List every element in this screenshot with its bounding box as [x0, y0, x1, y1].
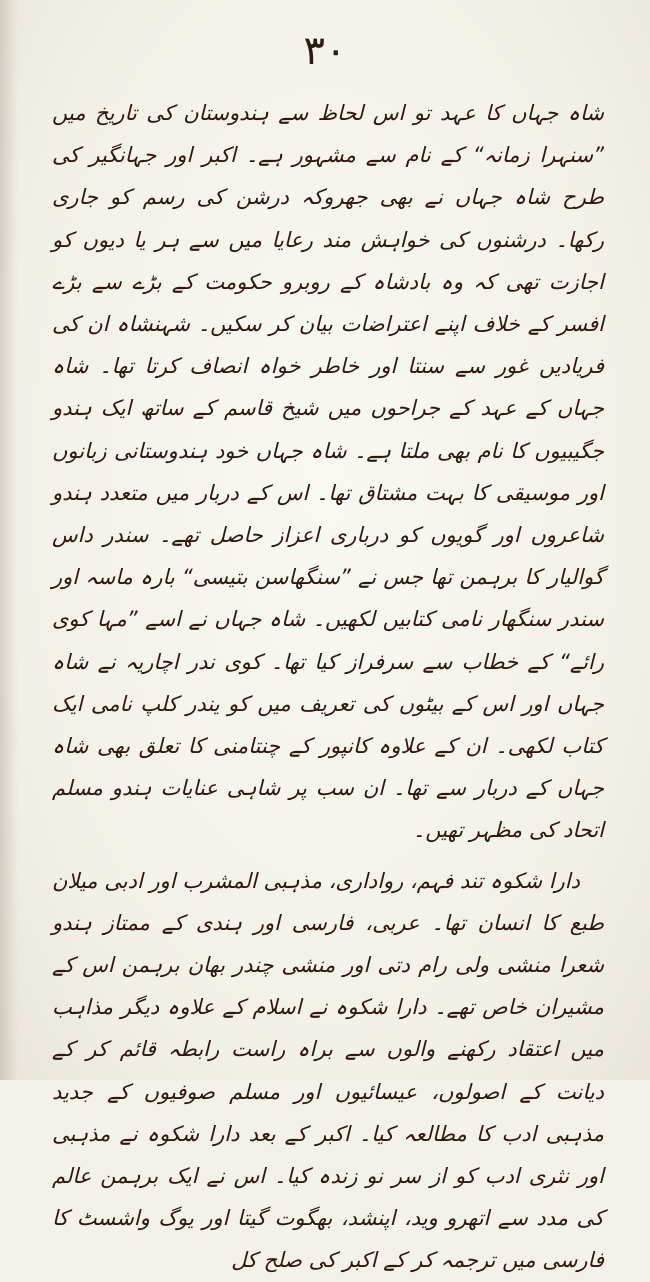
paragraph-dara-shikoh: دارا شکوہ تند فہم، رواداری، مذہبی المشرب اور ادبی میلان طبع کا انسان تھا۔ عربی، فارسی اور ہندی کے ممتاز ہندو شعرا منشی ولی رام دتی اور منشی چندر بھان برہمن اس کے مشیران خاص تھے۔ دارا شکوہ نے اسلام کے علاوہ دیگر مذاہب میں اعتقاد رکھنے والوں سے براہ راست رابطہ قائم کر کے دیانت کے اصولوں، عیسائیوں اور مسلم صوفیوں کے جدید مذہبی ادب کا مطالعہ کیا۔ اکبر کے بعد دارا شکوہ نے مذہبی اور نثری ادب کو از سر نو زندہ کیا۔ اس نے ایک برہمن عالم کی مدد سے اتھرو وید، اپنشد، بھگوت گیتا اور یوگ واشسٹ کا فارسی میں ترجمہ کر کے اکبر کی صلح کل	[52, 868, 604, 1273]
paragraph-shah-jahan: شاہ جہاں کا عہد تو اس لحاظ سے ہندوستان کی تاریخ میں ”سنہرا زمانہ“ کے نام سے مشہور ہے۔ اکبر اور جہانگیر کی طرح شاہ جہاں نے بھی جھروکہ درشن کی رسم کو جاری رکھا۔ درشنوں کی خواہش مند رعایا میں سے ہر یا دیوں کو اجازت تھی کہ وہ بادشاہ کے روبرو حکومت کے بڑے سے بڑے افسر کے خلاف اپنے اعتراضات بیان کر سکیں۔ شہنشاہ ان کی فریادیں غور سے سنتا اور خاطر خواہ انصاف کرتا تھا۔ شاہ جہاں کے عہد کے جراحوں میں شیخ قاسم کے ساتھ ایک ہندو جگیبیوں کا نام بھی ملتا ہے۔ شاہ جہاں خود ہندوستانی زبانوں اور موسیقی کا بہت مشتاق تھا۔ اس کے دربار میں متعدد ہندو شاعروں اور گویوں کو درباری اعزاز حاصل تھے۔ سندر داس گوالیار کا برہمن تھا جس نے ”سنگھاسن بتیسی“ بارہ ماسہ اور سندر سنگھار نامی کتابیں لکھیں۔ شاہ جہاں نے اسے ”مہا کوی رائے“ کے خطاب سے سرفراز کیا تھا۔ کوی ندر اچاریہ نے شاہ جہاں اور اس کے بیٹوں کی تعریف میں کو یندر کلپ نامی ایک کتاب لکھی۔ ان کے علاوہ کانپور کے چنتامنی کا تعلق بھی شاہ جہاں کے دربار سے تھا۔ ان سب پر شاہی عنایات ہندو مسلم اتحاد کی مظہر تھیں۔	[52, 101, 604, 843]
page-edge-shadow	[0, 0, 18, 1080]
body-text	[52, 92, 604, 1282]
page-number: ۳۰	[303, 28, 347, 74]
